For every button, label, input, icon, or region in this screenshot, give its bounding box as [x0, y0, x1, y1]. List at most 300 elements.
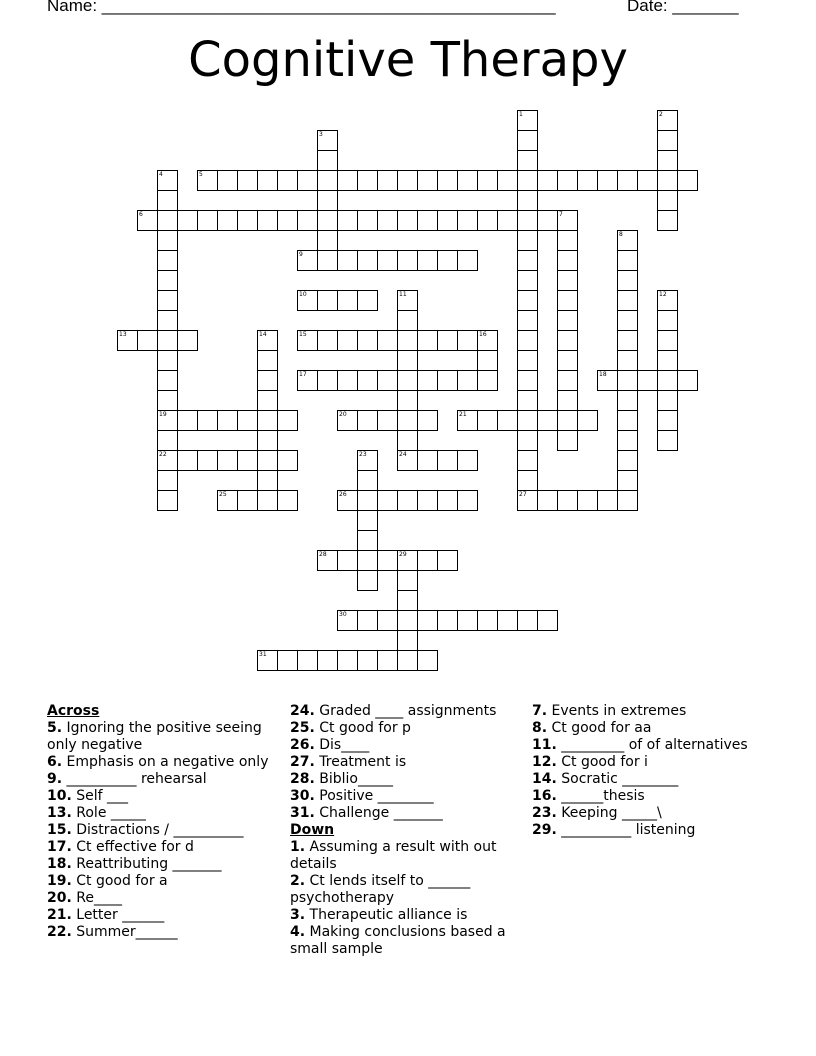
grid-cell[interactable] — [557, 350, 578, 371]
grid-cell[interactable] — [437, 330, 458, 351]
grid-cell[interactable] — [617, 330, 638, 351]
clue-item-number: 27. — [290, 754, 315, 770]
grid-cell[interactable] — [617, 470, 638, 491]
grid-cell[interactable] — [457, 410, 478, 431]
grid-cell[interactable] — [337, 330, 358, 351]
grid-cell[interactable] — [517, 110, 538, 131]
clue-number: 5 — [199, 171, 203, 178]
grid-cell[interactable] — [337, 210, 358, 231]
grid-cell[interactable] — [337, 650, 358, 671]
grid-cell[interactable] — [657, 170, 678, 191]
grid-cell[interactable] — [457, 490, 478, 511]
clue-item — [47, 771, 277, 788]
grid-cell[interactable] — [357, 490, 378, 511]
grid-cell[interactable] — [397, 250, 418, 271]
grid-cell[interactable] — [257, 470, 278, 491]
grid-cell[interactable] — [577, 170, 598, 191]
grid-cell[interactable] — [397, 550, 418, 571]
grid-cell[interactable] — [537, 490, 558, 511]
grid-cell[interactable] — [617, 290, 638, 311]
grid-cell[interactable] — [217, 210, 238, 231]
date-field-label: Date: _______ — [627, 0, 739, 15]
grid-cell[interactable] — [517, 490, 538, 511]
grid-cell[interactable] — [317, 130, 338, 151]
clue-number: 10 — [299, 291, 307, 298]
clue-item — [47, 907, 277, 924]
grid-cell[interactable] — [277, 650, 298, 671]
grid-cell[interactable] — [477, 410, 498, 431]
grid-cell[interactable] — [577, 410, 598, 431]
clue-item — [532, 754, 762, 771]
grid-cell[interactable] — [437, 450, 458, 471]
grid-cell[interactable] — [657, 130, 678, 151]
grid-cell[interactable] — [337, 490, 358, 511]
grid-cell[interactable] — [417, 610, 438, 631]
grid-cell[interactable] — [457, 170, 478, 191]
grid-cell[interactable] — [537, 170, 558, 191]
grid-cell[interactable] — [357, 550, 378, 571]
grid-cell[interactable] — [617, 350, 638, 371]
grid-cell[interactable] — [257, 210, 278, 231]
grid-cell[interactable] — [217, 410, 238, 431]
grid-cell[interactable] — [517, 130, 538, 151]
grid-cell[interactable] — [377, 550, 398, 571]
grid-cell[interactable] — [257, 170, 278, 191]
clue-item-number: 3. — [290, 907, 306, 923]
clue-item-text: _________ of of alternatives — [556, 737, 748, 753]
grid-cell[interactable] — [417, 490, 438, 511]
grid-cell[interactable] — [577, 490, 598, 511]
clue-item-number: 17. — [47, 839, 72, 855]
grid-cell[interactable] — [177, 330, 198, 351]
grid-cell[interactable] — [477, 350, 498, 371]
grid-cell[interactable] — [297, 250, 318, 271]
grid-cell[interactable] — [517, 350, 538, 371]
clue-item — [532, 771, 762, 788]
grid-cell[interactable] — [517, 450, 538, 471]
grid-cell[interactable] — [277, 410, 298, 431]
grid-cell[interactable] — [617, 430, 638, 451]
grid-cell[interactable] — [517, 410, 538, 431]
grid-cell[interactable] — [377, 330, 398, 351]
grid-cell[interactable] — [557, 210, 578, 231]
grid-cell[interactable] — [117, 330, 138, 351]
grid-cell[interactable] — [457, 330, 478, 351]
grid-cell[interactable] — [417, 370, 438, 391]
grid-cell[interactable] — [417, 650, 438, 671]
grid-cell[interactable] — [177, 410, 198, 431]
grid-cell[interactable] — [357, 210, 378, 231]
grid-cell[interactable] — [317, 330, 338, 351]
clue-item-number: 30. — [290, 788, 315, 804]
grid-cell[interactable] — [377, 650, 398, 671]
grid-cell[interactable] — [517, 210, 538, 231]
grid-cell[interactable] — [337, 610, 358, 631]
grid-cell[interactable] — [397, 650, 418, 671]
grid-cell[interactable] — [437, 610, 458, 631]
grid-cell[interactable] — [617, 390, 638, 411]
grid-cell[interactable] — [197, 170, 218, 191]
grid-cell[interactable] — [517, 390, 538, 411]
clue-item-text: Ct lends itself to ______ psychotherapy — [290, 873, 471, 906]
grid-cell[interactable] — [257, 450, 278, 471]
grid-cell[interactable] — [557, 170, 578, 191]
grid-cell[interactable] — [297, 170, 318, 191]
grid-cell[interactable] — [277, 170, 298, 191]
clue-item-text: Ct good for aa — [547, 720, 652, 736]
grid-cell[interactable] — [377, 370, 398, 391]
grid-cell[interactable] — [417, 450, 438, 471]
grid-cell[interactable] — [517, 250, 538, 271]
grid-cell[interactable] — [597, 490, 618, 511]
grid-cell[interactable] — [657, 150, 678, 171]
grid-cell[interactable] — [157, 370, 178, 391]
clue-item-number: 12. — [532, 754, 557, 770]
grid-cell[interactable] — [257, 350, 278, 371]
grid-cell[interactable] — [517, 470, 538, 491]
grid-cell[interactable] — [257, 330, 278, 351]
grid-cell[interactable] — [417, 330, 438, 351]
grid-cell[interactable] — [557, 250, 578, 271]
grid-cell[interactable] — [657, 430, 678, 451]
grid-cell[interactable] — [497, 410, 518, 431]
grid-cell[interactable] — [337, 170, 358, 191]
grid-cell[interactable] — [557, 310, 578, 331]
grid-cell[interactable] — [357, 450, 378, 471]
grid-cell[interactable] — [657, 210, 678, 231]
grid-cell[interactable] — [277, 490, 298, 511]
clue-item-text: Positive ________ — [314, 788, 434, 804]
clue-column-2 — [290, 703, 520, 958]
clue-number: 9 — [299, 251, 303, 258]
grid-cell[interactable] — [637, 370, 658, 391]
grid-cell[interactable] — [377, 610, 398, 631]
grid-cell[interactable] — [397, 350, 418, 371]
grid-cell[interactable] — [357, 650, 378, 671]
clue-item-number: 18. — [47, 856, 72, 872]
grid-cell[interactable] — [337, 550, 358, 571]
grid-cell[interactable] — [317, 150, 338, 171]
grid-cell[interactable] — [397, 290, 418, 311]
grid-cell[interactable] — [257, 430, 278, 451]
grid-cell[interactable] — [517, 370, 538, 391]
grid-cell[interactable] — [317, 230, 338, 251]
grid-cell[interactable] — [437, 490, 458, 511]
clue-number: 27 — [519, 491, 527, 498]
grid-cell[interactable] — [557, 330, 578, 351]
grid-cell[interactable] — [597, 170, 618, 191]
clue-item-number: 23. — [532, 805, 557, 821]
grid-cell[interactable] — [617, 250, 638, 271]
grid-cell[interactable] — [337, 290, 358, 311]
grid-cell[interactable] — [297, 370, 318, 391]
grid-cell[interactable] — [257, 390, 278, 411]
grid-cell[interactable] — [357, 250, 378, 271]
grid-cell[interactable] — [657, 350, 678, 371]
grid-cell[interactable] — [557, 290, 578, 311]
grid-cell[interactable] — [397, 430, 418, 451]
grid-cell[interactable] — [357, 510, 378, 531]
grid-cell[interactable] — [397, 210, 418, 231]
grid-cell[interactable] — [557, 270, 578, 291]
grid-cell[interactable] — [657, 110, 678, 131]
grid-cell[interactable] — [517, 330, 538, 351]
grid-cell[interactable] — [137, 330, 158, 351]
grid-cell[interactable] — [157, 190, 178, 211]
clue-item-number: 16. — [532, 788, 557, 804]
grid-cell[interactable] — [297, 330, 318, 351]
grid-cell[interactable] — [397, 310, 418, 331]
grid-cell[interactable] — [317, 210, 338, 231]
grid-cell[interactable] — [617, 450, 638, 471]
grid-cell[interactable] — [237, 170, 258, 191]
grid-cell[interactable] — [617, 170, 638, 191]
clue-item-text: Reattributing _______ — [71, 856, 222, 872]
grid-cell[interactable] — [437, 370, 458, 391]
grid-cell[interactable] — [397, 390, 418, 411]
clue-item-number: 31. — [290, 805, 315, 821]
clue-number: 24 — [399, 451, 407, 458]
grid-cell[interactable] — [517, 270, 538, 291]
grid-cell[interactable] — [457, 250, 478, 271]
grid-cell[interactable] — [397, 590, 418, 611]
grid-cell[interactable] — [557, 230, 578, 251]
grid-cell[interactable] — [357, 410, 378, 431]
grid-cell[interactable] — [397, 330, 418, 351]
grid-cell[interactable] — [617, 410, 638, 431]
grid-cell[interactable] — [317, 550, 338, 571]
grid-cell[interactable] — [377, 250, 398, 271]
grid-cell[interactable] — [657, 390, 678, 411]
grid-cell[interactable] — [397, 490, 418, 511]
clue-item — [290, 805, 520, 822]
grid-cell[interactable] — [557, 490, 578, 511]
grid-cell[interactable] — [557, 370, 578, 391]
grid-cell[interactable] — [397, 610, 418, 631]
grid-cell[interactable] — [217, 170, 238, 191]
grid-cell[interactable] — [557, 410, 578, 431]
grid-cell[interactable] — [157, 410, 178, 431]
grid-cell[interactable] — [237, 450, 258, 471]
grid-cell[interactable] — [197, 410, 218, 431]
clue-item-number: 5. — [47, 720, 63, 736]
grid-cell[interactable] — [417, 410, 438, 431]
grid-cell[interactable] — [317, 190, 338, 211]
grid-cell[interactable] — [397, 570, 418, 591]
grid-cell[interactable] — [177, 450, 198, 471]
grid-cell[interactable] — [197, 450, 218, 471]
grid-cell[interactable] — [157, 270, 178, 291]
clue-item — [532, 703, 762, 720]
grid-cell[interactable] — [537, 610, 558, 631]
grid-cell[interactable] — [657, 190, 678, 211]
grid-cell[interactable] — [217, 490, 238, 511]
grid-cell[interactable] — [357, 530, 378, 551]
clue-item — [290, 754, 520, 771]
grid-cell[interactable] — [517, 430, 538, 451]
name-field-label: Name: ________________________________________________ — [47, 0, 556, 15]
grid-cell[interactable] — [397, 410, 418, 431]
grid-cell[interactable] — [317, 370, 338, 391]
grid-cell[interactable] — [297, 210, 318, 231]
grid-cell[interactable] — [397, 630, 418, 651]
clue-item — [532, 822, 762, 839]
grid-cell[interactable] — [357, 470, 378, 491]
grid-cell[interactable] — [297, 650, 318, 671]
grid-cell[interactable] — [297, 290, 318, 311]
grid-cell[interactable] — [437, 250, 458, 271]
grid-cell[interactable] — [317, 170, 338, 191]
grid-cell[interactable] — [477, 370, 498, 391]
clue-item — [290, 788, 520, 805]
grid-cell[interactable] — [377, 210, 398, 231]
grid-cell[interactable] — [357, 610, 378, 631]
clue-number: 4 — [159, 171, 163, 178]
grid-cell[interactable] — [357, 170, 378, 191]
grid-cell[interactable] — [677, 370, 698, 391]
grid-cell[interactable] — [657, 410, 678, 431]
grid-cell[interactable] — [157, 470, 178, 491]
grid-cell[interactable] — [517, 170, 538, 191]
grid-cell[interactable] — [157, 390, 178, 411]
clue-item — [47, 754, 277, 771]
grid-cell[interactable] — [237, 490, 258, 511]
grid-cell[interactable] — [477, 210, 498, 231]
grid-cell[interactable] — [657, 330, 678, 351]
grid-cell[interactable] — [517, 230, 538, 251]
grid-cell[interactable] — [397, 450, 418, 471]
clue-item-text: Ct good for p — [314, 720, 411, 736]
grid-cell[interactable] — [417, 170, 438, 191]
grid-cell[interactable] — [537, 210, 558, 231]
grid-cell[interactable] — [257, 370, 278, 391]
grid-cell[interactable] — [657, 290, 678, 311]
grid-cell[interactable] — [377, 410, 398, 431]
grid-cell[interactable] — [437, 550, 458, 571]
grid-cell[interactable] — [477, 170, 498, 191]
grid-cell[interactable] — [417, 250, 438, 271]
grid-cell[interactable] — [617, 490, 638, 511]
grid-cell[interactable] — [157, 330, 178, 351]
grid-cell[interactable] — [617, 230, 638, 251]
clue-item-text: Re____ — [71, 890, 122, 906]
grid-cell[interactable] — [157, 170, 178, 191]
grid-cell[interactable] — [617, 370, 638, 391]
clue-item — [47, 924, 277, 941]
clue-item-number: 2. — [290, 873, 306, 889]
clue-item — [532, 788, 762, 805]
grid-cell[interactable] — [597, 370, 618, 391]
grid-cell[interactable] — [197, 210, 218, 231]
grid-cell[interactable] — [257, 650, 278, 671]
grid-cell[interactable] — [337, 250, 358, 271]
grid-cell[interactable] — [417, 550, 438, 571]
grid-cell[interactable] — [497, 170, 518, 191]
clue-item-text: __________ listening — [556, 822, 696, 838]
grid-cell[interactable] — [557, 430, 578, 451]
clue-number: 18 — [599, 371, 607, 378]
grid-cell[interactable] — [157, 210, 178, 231]
grid-cell[interactable] — [157, 430, 178, 451]
grid-cell[interactable] — [517, 610, 538, 631]
grid-cell[interactable] — [517, 290, 538, 311]
grid-cell[interactable] — [157, 310, 178, 331]
clue-item — [290, 907, 520, 924]
grid-cell[interactable] — [637, 170, 658, 191]
grid-cell[interactable] — [157, 350, 178, 371]
grid-cell[interactable] — [157, 250, 178, 271]
grid-cell[interactable] — [537, 410, 558, 431]
grid-cell[interactable] — [317, 290, 338, 311]
grid-cell[interactable] — [337, 410, 358, 431]
grid-cell[interactable] — [137, 210, 158, 231]
grid-cell[interactable] — [217, 450, 238, 471]
grid-cell[interactable] — [517, 190, 538, 211]
grid-cell[interactable] — [557, 390, 578, 411]
clue-item-number: 19. — [47, 873, 72, 889]
grid-cell[interactable] — [237, 410, 258, 431]
grid-cell[interactable] — [477, 610, 498, 631]
clue-number: 30 — [339, 611, 347, 618]
grid-cell[interactable] — [677, 170, 698, 191]
grid-cell[interactable] — [457, 210, 478, 231]
grid-cell[interactable] — [517, 150, 538, 171]
grid-cell[interactable] — [157, 290, 178, 311]
grid-cell[interactable] — [157, 490, 178, 511]
clue-item — [47, 873, 277, 890]
grid-cell[interactable] — [277, 450, 298, 471]
clue-item-number: 7. — [532, 703, 548, 719]
grid-cell[interactable] — [377, 490, 398, 511]
grid-cell[interactable] — [237, 210, 258, 231]
grid-cell[interactable] — [377, 170, 398, 191]
grid-cell[interactable] — [457, 610, 478, 631]
grid-cell[interactable] — [517, 310, 538, 331]
grid-cell[interactable] — [497, 610, 518, 631]
grid-cell[interactable] — [397, 370, 418, 391]
grid-cell[interactable] — [617, 270, 638, 291]
grid-cell[interactable] — [417, 210, 438, 231]
grid-cell[interactable] — [437, 210, 458, 231]
grid-cell[interactable] — [157, 450, 178, 471]
grid-cell[interactable] — [397, 170, 418, 191]
grid-cell[interactable] — [357, 290, 378, 311]
grid-cell[interactable] — [657, 310, 678, 331]
grid-cell[interactable] — [257, 410, 278, 431]
grid-cell[interactable] — [157, 230, 178, 251]
grid-cell[interactable] — [277, 210, 298, 231]
grid-cell[interactable] — [477, 330, 498, 351]
grid-cell[interactable] — [177, 210, 198, 231]
grid-cell[interactable] — [357, 570, 378, 591]
grid-cell[interactable] — [497, 210, 518, 231]
grid-cell[interactable] — [357, 330, 378, 351]
clue-item-text: Emphasis on a negative only — [62, 754, 269, 770]
clue-item — [290, 703, 520, 720]
clue-item-text: Therapeutic alliance is — [305, 907, 468, 923]
grid-cell[interactable] — [317, 250, 338, 271]
grid-cell[interactable] — [457, 450, 478, 471]
clue-item-text: Keeping _____\ — [556, 805, 662, 821]
grid-cell[interactable] — [617, 310, 638, 331]
grid-cell[interactable] — [257, 490, 278, 511]
grid-cell[interactable] — [337, 370, 358, 391]
grid-cell[interactable] — [317, 650, 338, 671]
grid-cell[interactable] — [457, 370, 478, 391]
grid-cell[interactable] — [357, 370, 378, 391]
grid-cell[interactable] — [437, 170, 458, 191]
grid-cell[interactable] — [657, 370, 678, 391]
